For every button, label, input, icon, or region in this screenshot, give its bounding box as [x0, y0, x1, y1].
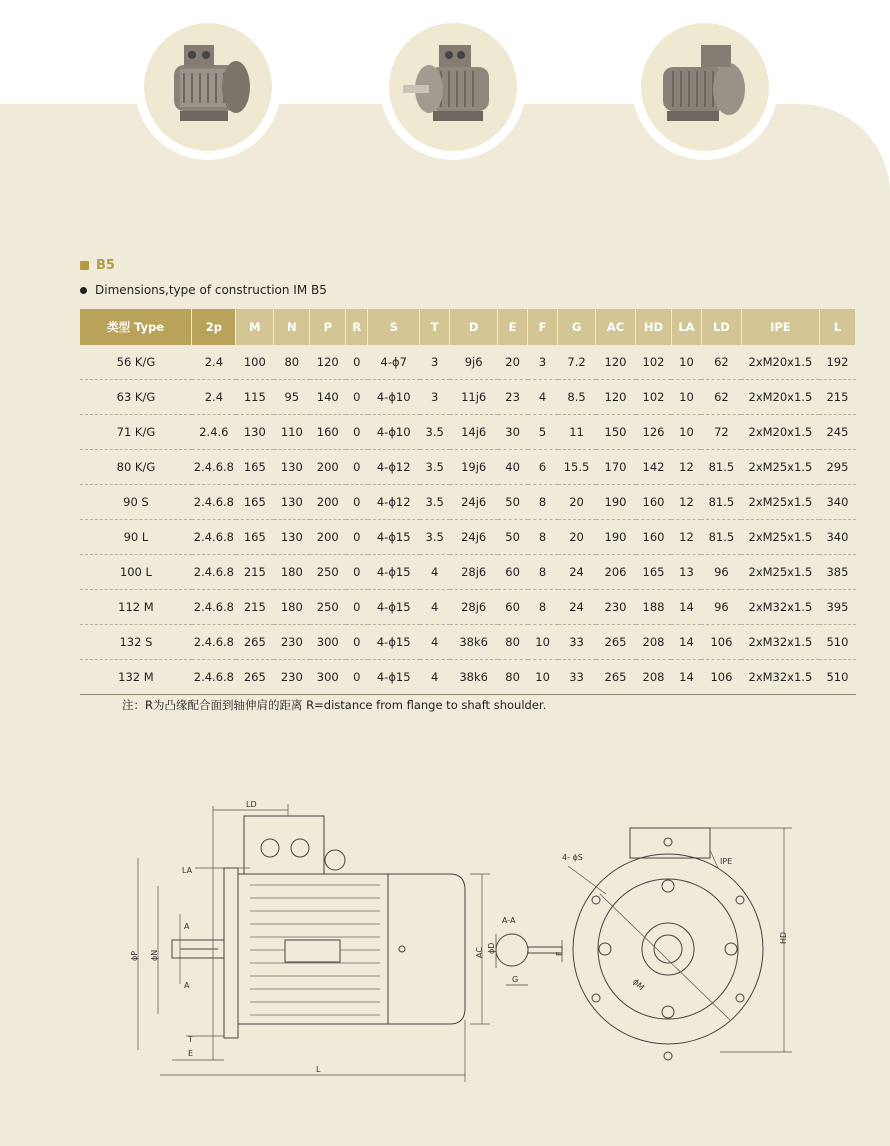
table-cell: 206: [596, 555, 636, 590]
table-cell: 24: [558, 555, 596, 590]
table-header-row: [80, 309, 856, 345]
table-cell: 130: [274, 450, 310, 485]
label-hd: HD: [779, 931, 788, 944]
table-cell: 265: [596, 625, 636, 660]
table-cell: 120: [596, 345, 636, 380]
table-cell: 165: [236, 450, 274, 485]
table-cell: 140: [310, 380, 346, 415]
table-cell: 3: [528, 345, 558, 380]
table-cell: 102: [636, 380, 672, 415]
table-cell: 2xM32x1.5: [741, 625, 819, 660]
table-cell: 8: [528, 485, 558, 520]
table-cell: 340: [819, 485, 855, 520]
table-cell: 115: [236, 380, 274, 415]
table-cell: 0: [346, 380, 368, 415]
table-cell: 0: [346, 660, 368, 695]
table-cell: 10: [671, 380, 701, 415]
terminal-box: [244, 816, 324, 874]
table-header-cell: AC: [596, 309, 636, 345]
subtitle: [80, 283, 327, 297]
table-cell: 230: [596, 590, 636, 625]
table-cell: 170: [596, 450, 636, 485]
table-header-cell: 类型 Type: [80, 309, 192, 345]
table-cell: 72: [701, 415, 741, 450]
table-header-cell: G: [558, 309, 596, 345]
table-cell: 340: [819, 520, 855, 555]
table-cell: 0: [346, 520, 368, 555]
table-cell: 23: [498, 380, 528, 415]
label-g: G: [512, 975, 519, 984]
table-header-cell: E: [498, 309, 528, 345]
table-cell: 4-ϕ10: [368, 380, 420, 415]
table-cell: 165: [236, 485, 274, 520]
table-cell: 106: [701, 625, 741, 660]
type-cell: 132 M: [80, 660, 192, 695]
table-cell: 80: [498, 625, 528, 660]
table-header-cell: F: [528, 309, 558, 345]
label-ipe: IPE: [720, 857, 733, 866]
table-cell: 19j6: [450, 450, 498, 485]
table-cell: 6: [528, 450, 558, 485]
table-cell: 160: [310, 415, 346, 450]
label-n: ϕN: [150, 949, 159, 961]
table-cell: 2xM25x1.5: [741, 520, 819, 555]
table-cell: 230: [274, 625, 310, 660]
shaft-section: [496, 934, 528, 966]
table-cell: 4-ϕ12: [368, 450, 420, 485]
table-cell: 2xM32x1.5: [741, 590, 819, 625]
table-cell: 265: [236, 660, 274, 695]
table-cell: 95: [274, 380, 310, 415]
type-cell: 100 L: [80, 555, 192, 590]
nameplate: [285, 940, 340, 962]
table-cell: 0: [346, 625, 368, 660]
table-cell: 4-ϕ15: [368, 625, 420, 660]
table-cell: 295: [819, 450, 855, 485]
table-cell: 4: [528, 380, 558, 415]
table-cell: 40: [498, 450, 528, 485]
table-row: [80, 380, 856, 415]
terminal-box-end: [630, 828, 710, 858]
table-cell: 190: [596, 485, 636, 520]
table-cell: 4-ϕ7: [368, 345, 420, 380]
table-cell: 180: [274, 555, 310, 590]
table-cell: 20: [558, 485, 596, 520]
table-cell: 2.4.6.8: [192, 660, 236, 695]
table-cell: 4-ϕ15: [368, 660, 420, 695]
table-cell: 120: [596, 380, 636, 415]
table-cell: 4-ϕ15: [368, 555, 420, 590]
table-cell: 2xM20x1.5: [741, 345, 819, 380]
table-cell: 60: [498, 590, 528, 625]
table-cell: 2xM32x1.5: [741, 660, 819, 695]
table-cell: 12: [671, 450, 701, 485]
table-cell: 4: [420, 590, 450, 625]
table-cell: 96: [701, 555, 741, 590]
table-header-cell: LD: [701, 309, 741, 345]
dimension-drawing: [120, 790, 800, 1090]
table-header-cell: IPE: [741, 309, 819, 345]
table-cell: 3.5: [420, 520, 450, 555]
table-header-cell: N: [274, 309, 310, 345]
type-cell: 90 S: [80, 485, 192, 520]
label-aa: A-A: [502, 916, 516, 925]
table-cell: 33: [558, 625, 596, 660]
table-cell: 38k6: [450, 660, 498, 695]
table-cell: 395: [819, 590, 855, 625]
label-l: L: [316, 1065, 321, 1074]
table-cell: 81.5: [701, 450, 741, 485]
table-cell: 9j6: [450, 345, 498, 380]
table-cell: 2xM25x1.5: [741, 555, 819, 590]
table-cell: 50: [498, 485, 528, 520]
flange: [224, 868, 238, 1038]
label-d: ϕD: [487, 942, 496, 954]
table-cell: 14: [671, 625, 701, 660]
table-cell: 4: [420, 660, 450, 695]
label-m: ϕM: [630, 977, 646, 993]
table-cell: 2.4: [192, 345, 236, 380]
table-cell: 4-ϕ10: [368, 415, 420, 450]
table-row: [80, 590, 856, 625]
table-cell: 200: [310, 485, 346, 520]
table-header-cell: L: [819, 309, 855, 345]
table-cell: 2.4.6.8: [192, 520, 236, 555]
table-cell: 38k6: [450, 625, 498, 660]
table-cell: 192: [819, 345, 855, 380]
table-cell: 142: [636, 450, 672, 485]
type-cell: 71 K/G: [80, 415, 192, 450]
table-cell: 33: [558, 660, 596, 695]
table-cell: 28j6: [450, 555, 498, 590]
table-cell: 165: [636, 555, 672, 590]
table-cell: 100: [236, 345, 274, 380]
dimensions-table: [80, 309, 856, 695]
table-cell: 10: [528, 625, 558, 660]
table-row: [80, 625, 856, 660]
table-header-cell: S: [368, 309, 420, 345]
table-cell: 24j6: [450, 520, 498, 555]
table-cell: 110: [274, 415, 310, 450]
subtitle-text: Dimensions,type of construction IM B5: [95, 283, 327, 297]
section-label-text: B5: [96, 258, 115, 273]
table-row: [80, 520, 856, 555]
table-cell: 13: [671, 555, 701, 590]
table-cell: 2.4.6: [192, 415, 236, 450]
table-cell: 160: [636, 485, 672, 520]
table-cell: 120: [310, 345, 346, 380]
table-cell: 245: [819, 415, 855, 450]
table-cell: 28j6: [450, 590, 498, 625]
table-cell: 2.4.6.8: [192, 555, 236, 590]
table-cell: 7.2: [558, 345, 596, 380]
table-cell: 14: [671, 660, 701, 695]
table-cell: 130: [274, 520, 310, 555]
table-header-cell: T: [420, 309, 450, 345]
table-cell: 8: [528, 590, 558, 625]
table-cell: 15.5: [558, 450, 596, 485]
table-cell: 2.4.6.8: [192, 625, 236, 660]
label-f: F: [555, 951, 564, 956]
label-ld: LD: [246, 800, 257, 809]
table-cell: 130: [274, 485, 310, 520]
table-cell: 62: [701, 380, 741, 415]
table-cell: 20: [558, 520, 596, 555]
table-cell: 190: [596, 520, 636, 555]
type-cell: 132 S: [80, 625, 192, 660]
label-ac: AC: [475, 947, 484, 958]
table-cell: 200: [310, 450, 346, 485]
table-cell: 0: [346, 485, 368, 520]
table-row: [80, 345, 856, 380]
table-cell: 165: [236, 520, 274, 555]
table-cell: 265: [236, 625, 274, 660]
table-cell: 4-ϕ12: [368, 485, 420, 520]
table-cell: 4-ϕ15: [368, 520, 420, 555]
table-cell: 50: [498, 520, 528, 555]
table-cell: 200: [310, 520, 346, 555]
footnote: 注：R为凸缘配合面到轴伸肩的距离 R=distance from flange to shaft shoulder.: [122, 698, 547, 712]
table-cell: 510: [819, 625, 855, 660]
table-cell: 4: [420, 625, 450, 660]
table-row: [80, 450, 856, 485]
table-cell: 2xM25x1.5: [741, 485, 819, 520]
table-cell: 62: [701, 345, 741, 380]
table-header-cell: M: [236, 309, 274, 345]
table-cell: 24j6: [450, 485, 498, 520]
table-cell: 0: [346, 345, 368, 380]
table-cell: 20: [498, 345, 528, 380]
end-view-outline: [573, 854, 763, 1044]
label-a-top: A: [184, 922, 190, 931]
table-header-cell: HD: [636, 309, 672, 345]
table-cell: 510: [819, 660, 855, 695]
section-label: [80, 258, 115, 273]
table-cell: 14: [671, 590, 701, 625]
table-cell: 0: [346, 590, 368, 625]
table-row: [80, 555, 856, 590]
table-cell: 11: [558, 415, 596, 450]
label-a-bottom: A: [184, 981, 190, 990]
table-cell: 3.5: [420, 485, 450, 520]
table-cell: 160: [636, 520, 672, 555]
table-cell: 30: [498, 415, 528, 450]
label-t: T: [188, 1035, 193, 1044]
table-header-cell: D: [450, 309, 498, 345]
table-cell: 215: [819, 380, 855, 415]
type-cell: 56 K/G: [80, 345, 192, 380]
table-cell: 11j6: [450, 380, 498, 415]
table-cell: 2xM20x1.5: [741, 380, 819, 415]
table-cell: 8.5: [558, 380, 596, 415]
type-cell: 80 K/G: [80, 450, 192, 485]
table-cell: 2.4: [192, 380, 236, 415]
table-cell: 265: [596, 660, 636, 695]
table-cell: 12: [671, 485, 701, 520]
table-row: [80, 660, 856, 695]
table-cell: 106: [701, 660, 741, 695]
table-cell: 0: [346, 555, 368, 590]
table-cell: 250: [310, 590, 346, 625]
table-cell: 250: [310, 555, 346, 590]
type-cell: 63 K/G: [80, 380, 192, 415]
table-cell: 81.5: [701, 485, 741, 520]
table-cell: 215: [236, 590, 274, 625]
table-cell: 8: [528, 520, 558, 555]
table-cell: 300: [310, 625, 346, 660]
type-cell: 90 L: [80, 520, 192, 555]
table-cell: 300: [310, 660, 346, 695]
label-e: E: [188, 1049, 194, 1058]
table-cell: 4: [420, 555, 450, 590]
table-cell: 2.4.6.8: [192, 590, 236, 625]
table-cell: 80: [274, 345, 310, 380]
table-cell: 10: [528, 660, 558, 695]
table-cell: 0: [346, 415, 368, 450]
table-cell: 2xM25x1.5: [741, 450, 819, 485]
type-cell: 112 M: [80, 590, 192, 625]
table-cell: 2.4.6.8: [192, 450, 236, 485]
fan-cover: [388, 874, 465, 1024]
table-cell: 5: [528, 415, 558, 450]
table-header-cell: P: [310, 309, 346, 345]
table-cell: 80: [498, 660, 528, 695]
table-cell: 208: [636, 625, 672, 660]
table-cell: 3.5: [420, 450, 450, 485]
table-header-cell: R: [346, 309, 368, 345]
table-cell: 188: [636, 590, 672, 625]
motor-photo-front: [135, 14, 281, 160]
table-cell: 130: [236, 415, 274, 450]
table-cell: 230: [274, 660, 310, 695]
table-cell: 10: [671, 415, 701, 450]
table-cell: 24: [558, 590, 596, 625]
table-cell: 0: [346, 450, 368, 485]
table-cell: 3: [420, 345, 450, 380]
motor-photo-rear: [632, 14, 778, 160]
table-cell: 4-ϕ15: [368, 590, 420, 625]
table-cell: 215: [236, 555, 274, 590]
bullet-dot-icon: [80, 287, 87, 294]
table-cell: 10: [671, 345, 701, 380]
bullet-square-icon: [80, 261, 89, 270]
table-cell: 12: [671, 520, 701, 555]
table-cell: 126: [636, 415, 672, 450]
table-cell: 3: [420, 380, 450, 415]
table-cell: 8: [528, 555, 558, 590]
motor-photo-shaft: [380, 14, 526, 160]
table-cell: 60: [498, 555, 528, 590]
table-header-cell: LA: [671, 309, 701, 345]
table-cell: 2.4.6.8: [192, 485, 236, 520]
table-cell: 150: [596, 415, 636, 450]
table-row: [80, 485, 856, 520]
label-s: 4- ϕS: [562, 853, 583, 862]
table-cell: 180: [274, 590, 310, 625]
table-cell: 208: [636, 660, 672, 695]
table-cell: 81.5: [701, 520, 741, 555]
table-row: [80, 415, 856, 450]
table-cell: 2xM20x1.5: [741, 415, 819, 450]
table-cell: 385: [819, 555, 855, 590]
table-cell: 14j6: [450, 415, 498, 450]
table-header-cell: 2p: [192, 309, 236, 345]
table-cell: 96: [701, 590, 741, 625]
label-p: ϕP: [130, 950, 139, 961]
table-cell: 3.5: [420, 415, 450, 450]
table-cell: 102: [636, 345, 672, 380]
label-la: LA: [182, 866, 193, 875]
